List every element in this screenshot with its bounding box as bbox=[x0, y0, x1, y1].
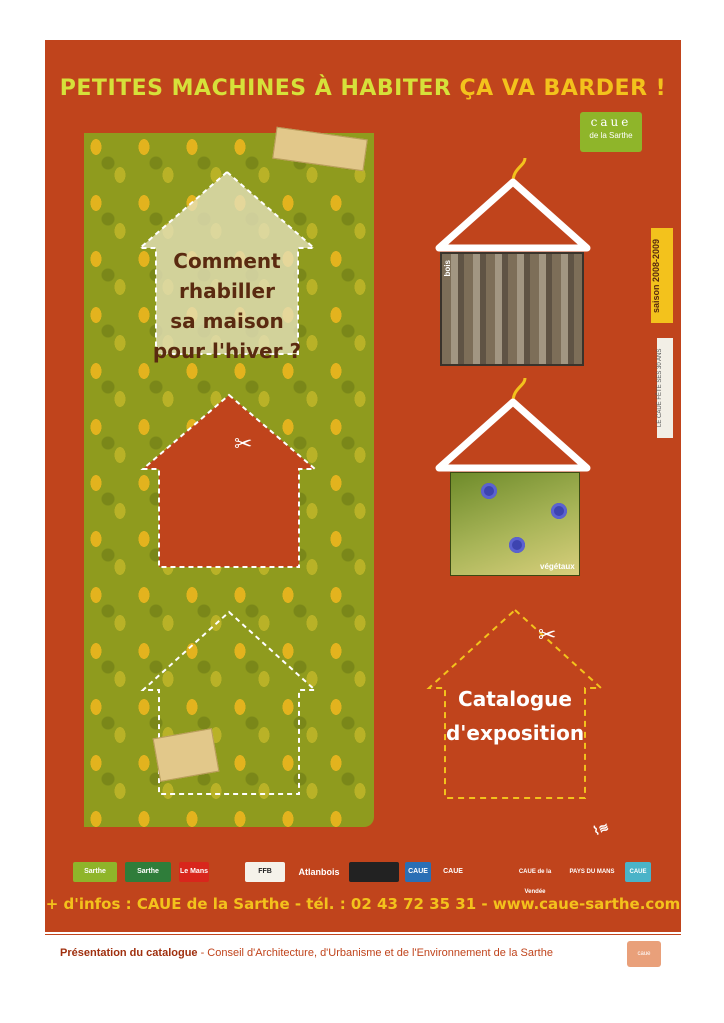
footer-rest: - Conseil d'Architecture, d'Urbanisme et de l'Environnement de la Sarthe bbox=[197, 947, 553, 959]
cornflower-icon bbox=[481, 483, 497, 499]
caue-logo bbox=[580, 112, 642, 152]
partner-logo: Sarthe bbox=[73, 862, 117, 882]
caue-logo-line1: caue bbox=[590, 115, 632, 129]
cornflower-icon bbox=[551, 503, 567, 519]
poster-title bbox=[45, 76, 681, 101]
partner-logo: PAYS DU MANS bbox=[569, 869, 615, 875]
poster bbox=[45, 40, 681, 932]
footer bbox=[45, 934, 681, 975]
contact-info: + d'infos : CAUE de la Sarthe - tél. : 02 43 72 35 31 - www.caue-sarthe.com bbox=[45, 895, 681, 913]
caue-logo-line2: de la Sarthe bbox=[589, 131, 633, 140]
season-label: saison 2008-2009 bbox=[651, 228, 673, 323]
partner-logo: CAUE bbox=[625, 862, 651, 882]
wood-label: bois bbox=[443, 260, 452, 277]
cutout-house-1 bbox=[139, 391, 319, 571]
plant-cladding-sample bbox=[450, 472, 580, 576]
partner-logo: Sarthe bbox=[125, 862, 171, 882]
partner-logo: CAUE bbox=[405, 862, 431, 882]
partner-logo: Atlanbois bbox=[298, 867, 340, 877]
partner-logo: FFB bbox=[245, 862, 285, 882]
question-text bbox=[136, 246, 318, 366]
wallpaper-strip bbox=[84, 133, 374, 827]
catalog-line-1: Catalogue bbox=[458, 687, 572, 711]
question-line-4: pour l'hiver ? bbox=[152, 339, 302, 363]
partner-logo: CAUE bbox=[443, 868, 463, 875]
partner-logos bbox=[73, 862, 653, 895]
catalog-house bbox=[425, 606, 605, 802]
partner-logo bbox=[349, 862, 399, 882]
footer-text bbox=[60, 947, 553, 959]
partner-logo: CAUE de la Vendée bbox=[518, 869, 552, 895]
question-house bbox=[136, 168, 318, 363]
plant-label: végétaux bbox=[540, 562, 575, 571]
anniversary-label: LE CAUE FÊTE SES 30 ANS bbox=[657, 338, 673, 438]
title-part-1: PETITES MACHINES À HABITER bbox=[59, 76, 452, 101]
catalog-line-2: d'exposition bbox=[445, 721, 585, 745]
partner-logo: Le Mans bbox=[179, 862, 209, 882]
question-line-1: Comment bbox=[173, 249, 281, 273]
hanger-icon-2 bbox=[433, 378, 593, 483]
scissors-icon: ✂ bbox=[234, 431, 253, 456]
peeled-top-corner bbox=[272, 127, 368, 171]
wood-cladding-sample bbox=[440, 252, 584, 366]
hanger-icon bbox=[433, 158, 593, 263]
cornflower-icon bbox=[509, 537, 525, 553]
question-line-3: sa maison bbox=[170, 309, 284, 333]
footer-bold: Présentation du catalogue bbox=[60, 947, 198, 959]
footer-caue-logo: caue bbox=[627, 941, 661, 967]
catalog-text bbox=[425, 682, 605, 750]
question-line-2: rhabiller bbox=[179, 279, 275, 303]
signature-mark: ⌇≋ bbox=[591, 819, 611, 839]
scissors-icon-2: ✂ bbox=[538, 622, 557, 647]
title-part-2: ÇA VA BARDER ! bbox=[459, 76, 667, 101]
